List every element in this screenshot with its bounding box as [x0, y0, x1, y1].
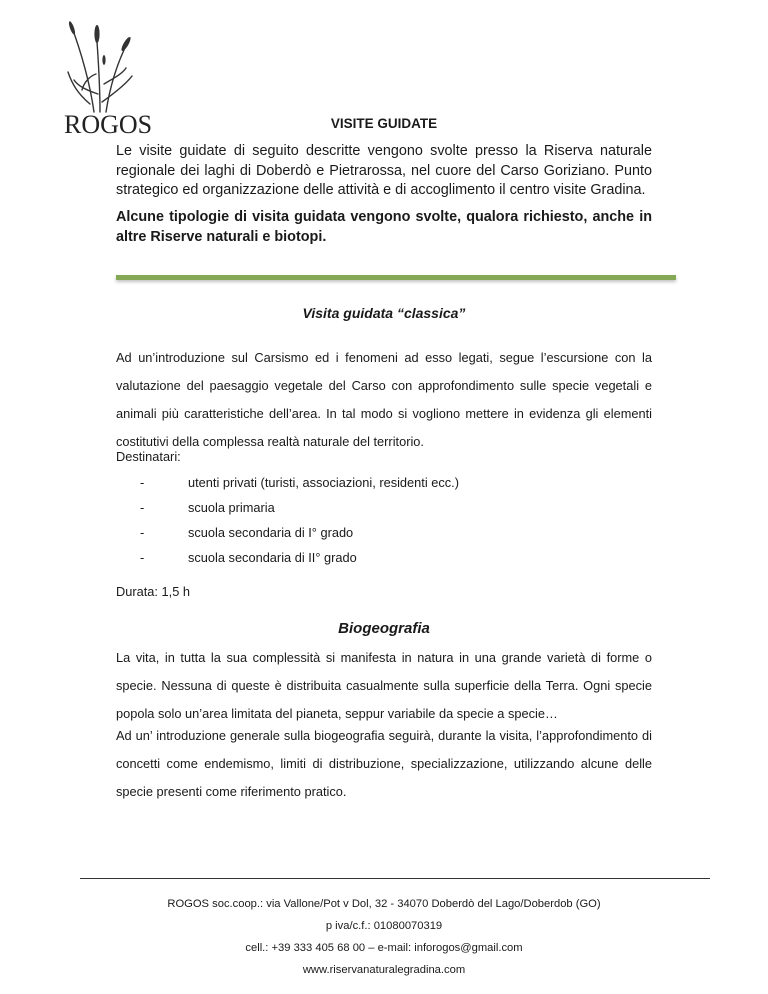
footer-website[interactable]: www.riservanaturalegradina.com: [302, 964, 466, 976]
logo-wordmark: ROGOS: [64, 110, 153, 139]
list-dash: -: [140, 475, 145, 490]
list-dash: -: [140, 525, 145, 540]
section-title-classic: Visita guidata “classica”: [302, 305, 466, 321]
footer-divider: [80, 878, 710, 879]
reed-plant-icon: [60, 14, 170, 114]
section-title-biogeografia: Biogeografia: [338, 620, 430, 637]
bio-paragraph-2: Ad un’ introduzione generale sulla biogeografia seguirà, durante la visita, l’approfondimento di concetti come endemismo, limiti di distribuzione, specializzazione, utilizzando alcune delle specie presenti come riferimento pratico.: [116, 728, 652, 799]
list-dash: -: [140, 500, 145, 515]
footer-address: ROGOS soc.coop.: via Vallone/Pot v Dol, 32 - 34070 Doberdò del Lago/Doberdob (GO): [167, 898, 601, 910]
footer-contacts: cell.: +39 333 405 68 00 – e-mail: inforogos@gmail.com: [245, 942, 523, 954]
footer: [0, 893, 768, 981]
list-item-text: scuola secondaria di I° grado: [188, 525, 354, 540]
duration-text: Durata: 1,5 h: [116, 584, 190, 599]
recipients-label: Destinatari:: [116, 449, 181, 464]
list-item-text: utenti privati (turisti, associazioni, residenti ecc.): [188, 475, 459, 490]
section-divider: [116, 275, 676, 280]
classic-paragraph: Ad un’introduzione sul Carsismo ed i fenomeni ad esso legati, segue l’escursione con la valutazione del paesaggio vegetale del Carso con approfondimento sulle specie vegetali e animali più caratteristiche dell’area. In tal modo si vogliono mettere in evidenza gli elementi costitutivi della complessa realtà naturale del territorio.: [116, 350, 652, 449]
bio-paragraph-1: La vita, in tutta la sua complessità si manifesta in natura in una grande varietà di forme o specie. Nessuna di queste è distribuita casualmente sulla superficie della Terra. Ogni specie popola solo un’area limitata del pianeta, seppur variabile da specie a specie…: [116, 650, 652, 721]
list-item-text: scuola secondaria di II° grado: [188, 550, 357, 565]
list-item-text: scuola primaria: [188, 500, 275, 515]
intro-paragraph: Le visite guidate di seguito descritte vengono svolte presso la Riserva naturale regionale dei laghi di Doberdò e Pietrarossa, nel cuore del Carso Goriziano. Punto strategico ed organizzazione delle attività e di accoglimento il centro visite Gradina.: [116, 143, 652, 198]
page-title: VISITE GUIDATE: [330, 116, 438, 131]
list-dash: -: [140, 550, 145, 565]
footer-vat: p iva/c.f.: 01080070319: [325, 920, 443, 932]
intro-bold-paragraph: Alcune tipologie di visita guidata vengono svolte, qualora richiesto, anche in altre Riserve naturali e biotopi.: [116, 209, 652, 245]
